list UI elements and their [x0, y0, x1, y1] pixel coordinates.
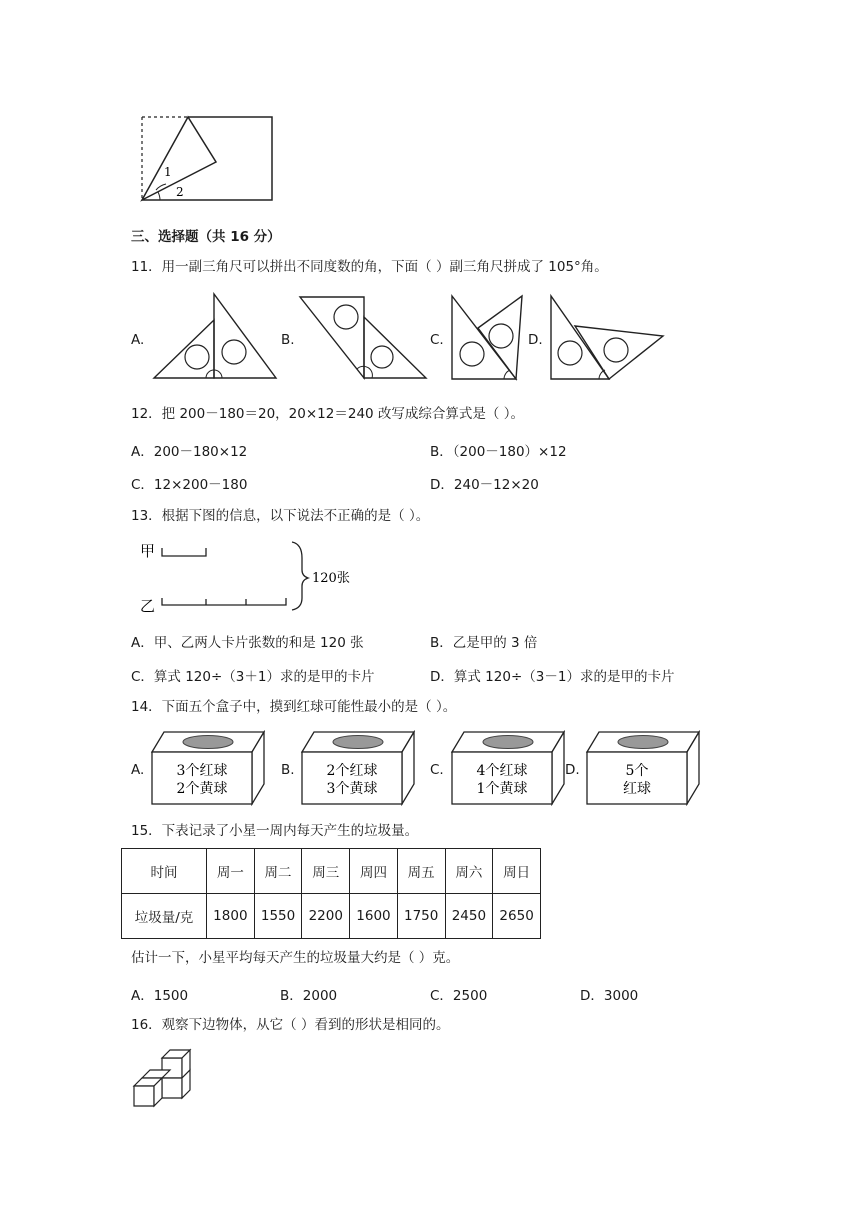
section-title: 三、选择题（共 16 分）: [131, 229, 281, 245]
box-line-2: 1个黄球: [476, 781, 528, 797]
q13-option-b[interactable]: B．乙是甲的 3 倍: [430, 635, 538, 651]
table-cell: 2650: [493, 894, 541, 939]
angle-rectangle-figure: [138, 112, 278, 204]
question-16: 16．观察下边物体，从它（ ）看到的形状是相同的。: [131, 1017, 450, 1033]
box-line-2: 3个黄球: [326, 781, 378, 797]
q11-option-a-figure: [150, 290, 280, 382]
total-label: 120张: [312, 571, 350, 586]
ball-box: [300, 730, 418, 806]
question-13: 13．根据下图的信息，以下说法不正确的是（ ）。: [131, 508, 430, 524]
q11-option-b-label[interactable]: B.: [281, 332, 295, 348]
q11-option-c-label[interactable]: C.: [430, 332, 444, 348]
q13-option-c[interactable]: C．算式 120÷（3＋1）求的是甲的卡片: [131, 669, 375, 685]
q12-option-b[interactable]: B．（200－180）×12: [430, 444, 567, 460]
ball-box: [150, 730, 268, 806]
q15-option-b[interactable]: B．2000: [280, 988, 338, 1004]
q12-option-c[interactable]: C．12×200－180: [131, 477, 248, 493]
table-header-cell: 周一: [207, 849, 255, 894]
q13-option-d[interactable]: D．算式 120÷（3－1）求的是甲的卡片: [430, 669, 675, 685]
q15-option-d[interactable]: D．3000: [580, 988, 639, 1004]
box-line-2: 红球: [623, 781, 651, 797]
box-line-1: 3个红球: [176, 763, 228, 779]
table-header-cell: 周日: [493, 849, 541, 894]
q16-cube-figure: [132, 1046, 196, 1110]
table-cell: 1550: [254, 894, 302, 939]
q14-option-label[interactable]: C.: [430, 762, 444, 778]
question-12: 12．把 200－180＝20，20×12＝240 改写成综合算式是（ ）。: [131, 406, 524, 422]
table-cell: 1600: [350, 894, 398, 939]
table-header-cell: 周六: [445, 849, 493, 894]
q14-option-label[interactable]: D.: [565, 762, 580, 778]
table-row: [122, 894, 541, 939]
question-11: 11．用一副三角尺可以拼出不同度数的角，下面（ ）副三角尺拼成了 105°角。: [131, 259, 608, 275]
ball-box: [450, 730, 568, 806]
q14-option-label[interactable]: B.: [281, 762, 295, 778]
q12-option-d[interactable]: D．240－12×20: [430, 477, 539, 493]
box-line-1: 4个红球: [476, 763, 528, 779]
q14-option-label[interactable]: A.: [131, 762, 145, 778]
yi-label: 乙: [140, 597, 156, 615]
table-cell: 1750: [397, 894, 445, 939]
q15-option-c[interactable]: C．2500: [430, 988, 488, 1004]
question-14: 14．下面五个盒子中，摸到红球可能性最小的是（ ）。: [131, 699, 457, 715]
table-header-cell: 周四: [350, 849, 398, 894]
q15-option-a[interactable]: A．1500: [131, 988, 189, 1004]
q11-option-c-figure: [448, 292, 530, 382]
box-line-1: 5个: [625, 763, 649, 779]
garbage-table: [121, 848, 541, 939]
q11-option-a-label[interactable]: A.: [131, 332, 145, 348]
question-15: 15．下表记录了小星一周内每天产生的垃圾量。: [131, 823, 419, 839]
table-row-label: 垃圾量/克: [122, 894, 207, 939]
table-header-cell: 周五: [397, 849, 445, 894]
box-line-2: 2个黄球: [176, 781, 228, 797]
table-cell: 2200: [302, 894, 350, 939]
q11-option-d-figure: [547, 292, 667, 382]
q11-option-d-label[interactable]: D.: [528, 332, 543, 348]
table-cell: 2450: [445, 894, 493, 939]
table-header-cell: 周二: [254, 849, 302, 894]
q11-option-b-figure: [296, 293, 431, 382]
q12-option-a[interactable]: A．200－180×12: [131, 444, 248, 460]
q13-option-a[interactable]: A．甲、乙两人卡片张数的和是 120 张: [131, 635, 364, 651]
question-15-prompt: 估计一下，小星平均每天产生的垃圾量大约是（ ）克。: [131, 950, 460, 966]
jia-label: 甲: [140, 542, 156, 560]
table-cell: 1800: [207, 894, 255, 939]
table-header-cell: 时间: [122, 849, 207, 894]
ball-box: [585, 730, 703, 806]
angle-1-label: 1: [164, 165, 172, 179]
angle-2-label: 2: [176, 185, 184, 199]
table-header-cell: 周三: [302, 849, 350, 894]
table-header-row: [122, 849, 541, 894]
box-line-1: 2个红球: [326, 763, 378, 779]
q13-segment-diagram: [136, 536, 366, 616]
